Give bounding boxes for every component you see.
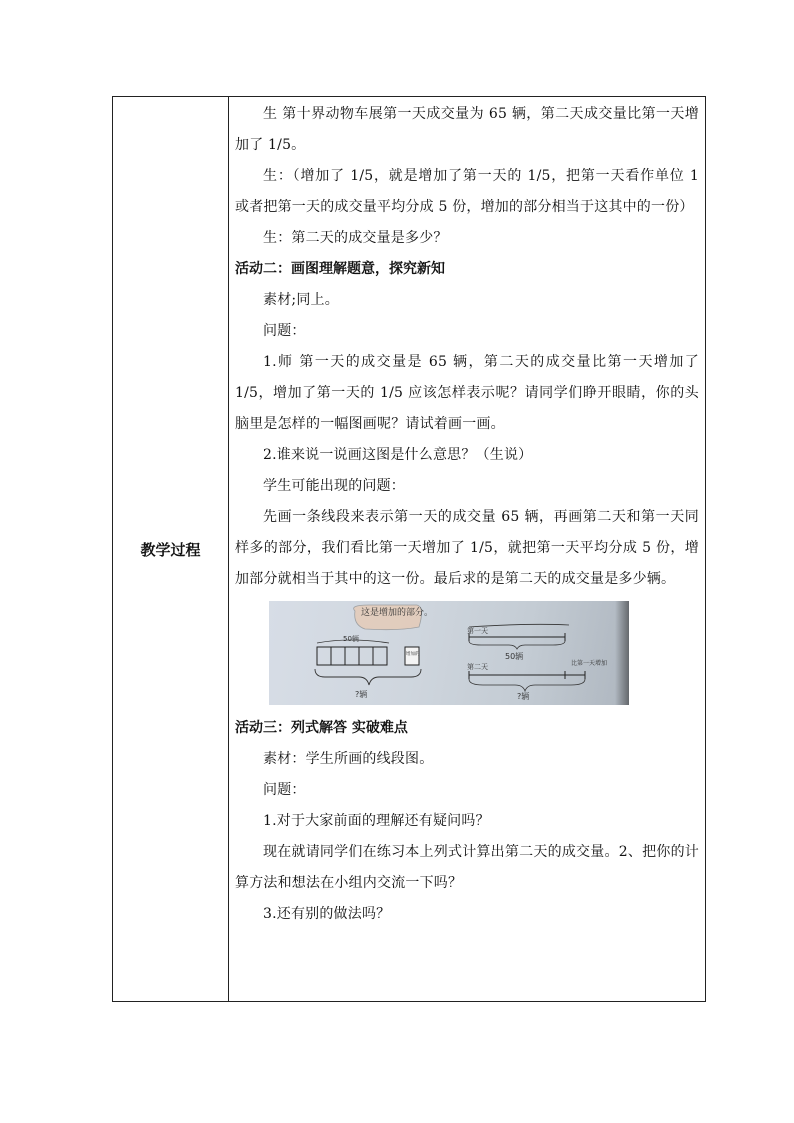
right-bottom-label: ?辆 <box>517 692 530 701</box>
activity2-item: 1.师 第一天的成交量是 65 辆，第二天的成交量比第一天增加了 1/5，增加了第一天的 1/5 应该怎样表示呢？请同学们睁开眼睛，你的头脑里是怎样的一幅图画呢？请试着画一画。 <box>235 354 699 432</box>
right-day1-label: 第一天 <box>467 627 488 635</box>
activity3-material: 素材：学生所画的线段图。 <box>263 751 434 767</box>
paragraph: 生 第十界动物车展第一天成交量为 65 辆，第二天成交量比第一天增加了 1/5。 <box>235 106 699 153</box>
left-bottom-label: ?辆 <box>355 690 368 699</box>
activity2-item: 学生可能出现的问题： <box>263 478 405 494</box>
right-day2-label: 第二天 <box>467 663 488 671</box>
right-day1-value: 50辆 <box>505 652 524 661</box>
paragraph: 生：（增加了 1/5，就是增加了第一天的 1/5，把第一天看作单位 1 或者把第一天的成交量平均分成 5 份，增加的部分相当于这其中的一份） <box>235 168 699 215</box>
row-label-cell <box>113 97 229 1001</box>
left-note-text: 这是增加的部分。 <box>361 608 434 618</box>
paragraph: 生：第二天的成交量是多少？ <box>263 230 448 246</box>
activity2-question-label: 问题： <box>263 323 306 339</box>
left-box-label: 增加的 <box>406 652 420 657</box>
activity2-material: 素材;同上。 <box>263 292 339 308</box>
row-label: 教学过程 <box>140 540 201 559</box>
activity3-item: 1.对于大家前面的理解还有疑问吗？ <box>263 813 490 829</box>
activity2-heading: 活动二：画图理解题意，探究新知 <box>235 261 445 277</box>
activity3-item: 现在就请同学们在练习本上列式计算出第二天的成交量。2、把你的计算方法和想法在小组内交流一下吗？ <box>235 844 699 891</box>
lesson-table <box>112 96 706 1002</box>
line-diagram-photo <box>269 601 629 705</box>
activity3-question-label: 问题： <box>263 782 306 798</box>
activity2-item: 先画一条线段来表示第一天的成交量 65 辆，再画第二天和第一天同样多的部分，我们看比第一天增加了 1/5，就把第一天平均分成 5 份，增加部分就相当于其中的这一份。最后求的是第二天的成交量是多少辆。 <box>235 509 699 587</box>
activity3-item: 3.还有别的做法吗？ <box>263 906 391 922</box>
line-diagram-drawing <box>269 601 629 705</box>
activity3-heading: 活动三：列式解答 实破难点 <box>235 720 408 736</box>
left-top-label: 50辆 <box>343 635 359 643</box>
activity2-item: 2.谁来说一说画这图是什么意思？（生说） <box>263 447 533 463</box>
content-cell <box>229 97 705 1001</box>
right-extra-label: 比第一天增加 <box>571 660 608 667</box>
